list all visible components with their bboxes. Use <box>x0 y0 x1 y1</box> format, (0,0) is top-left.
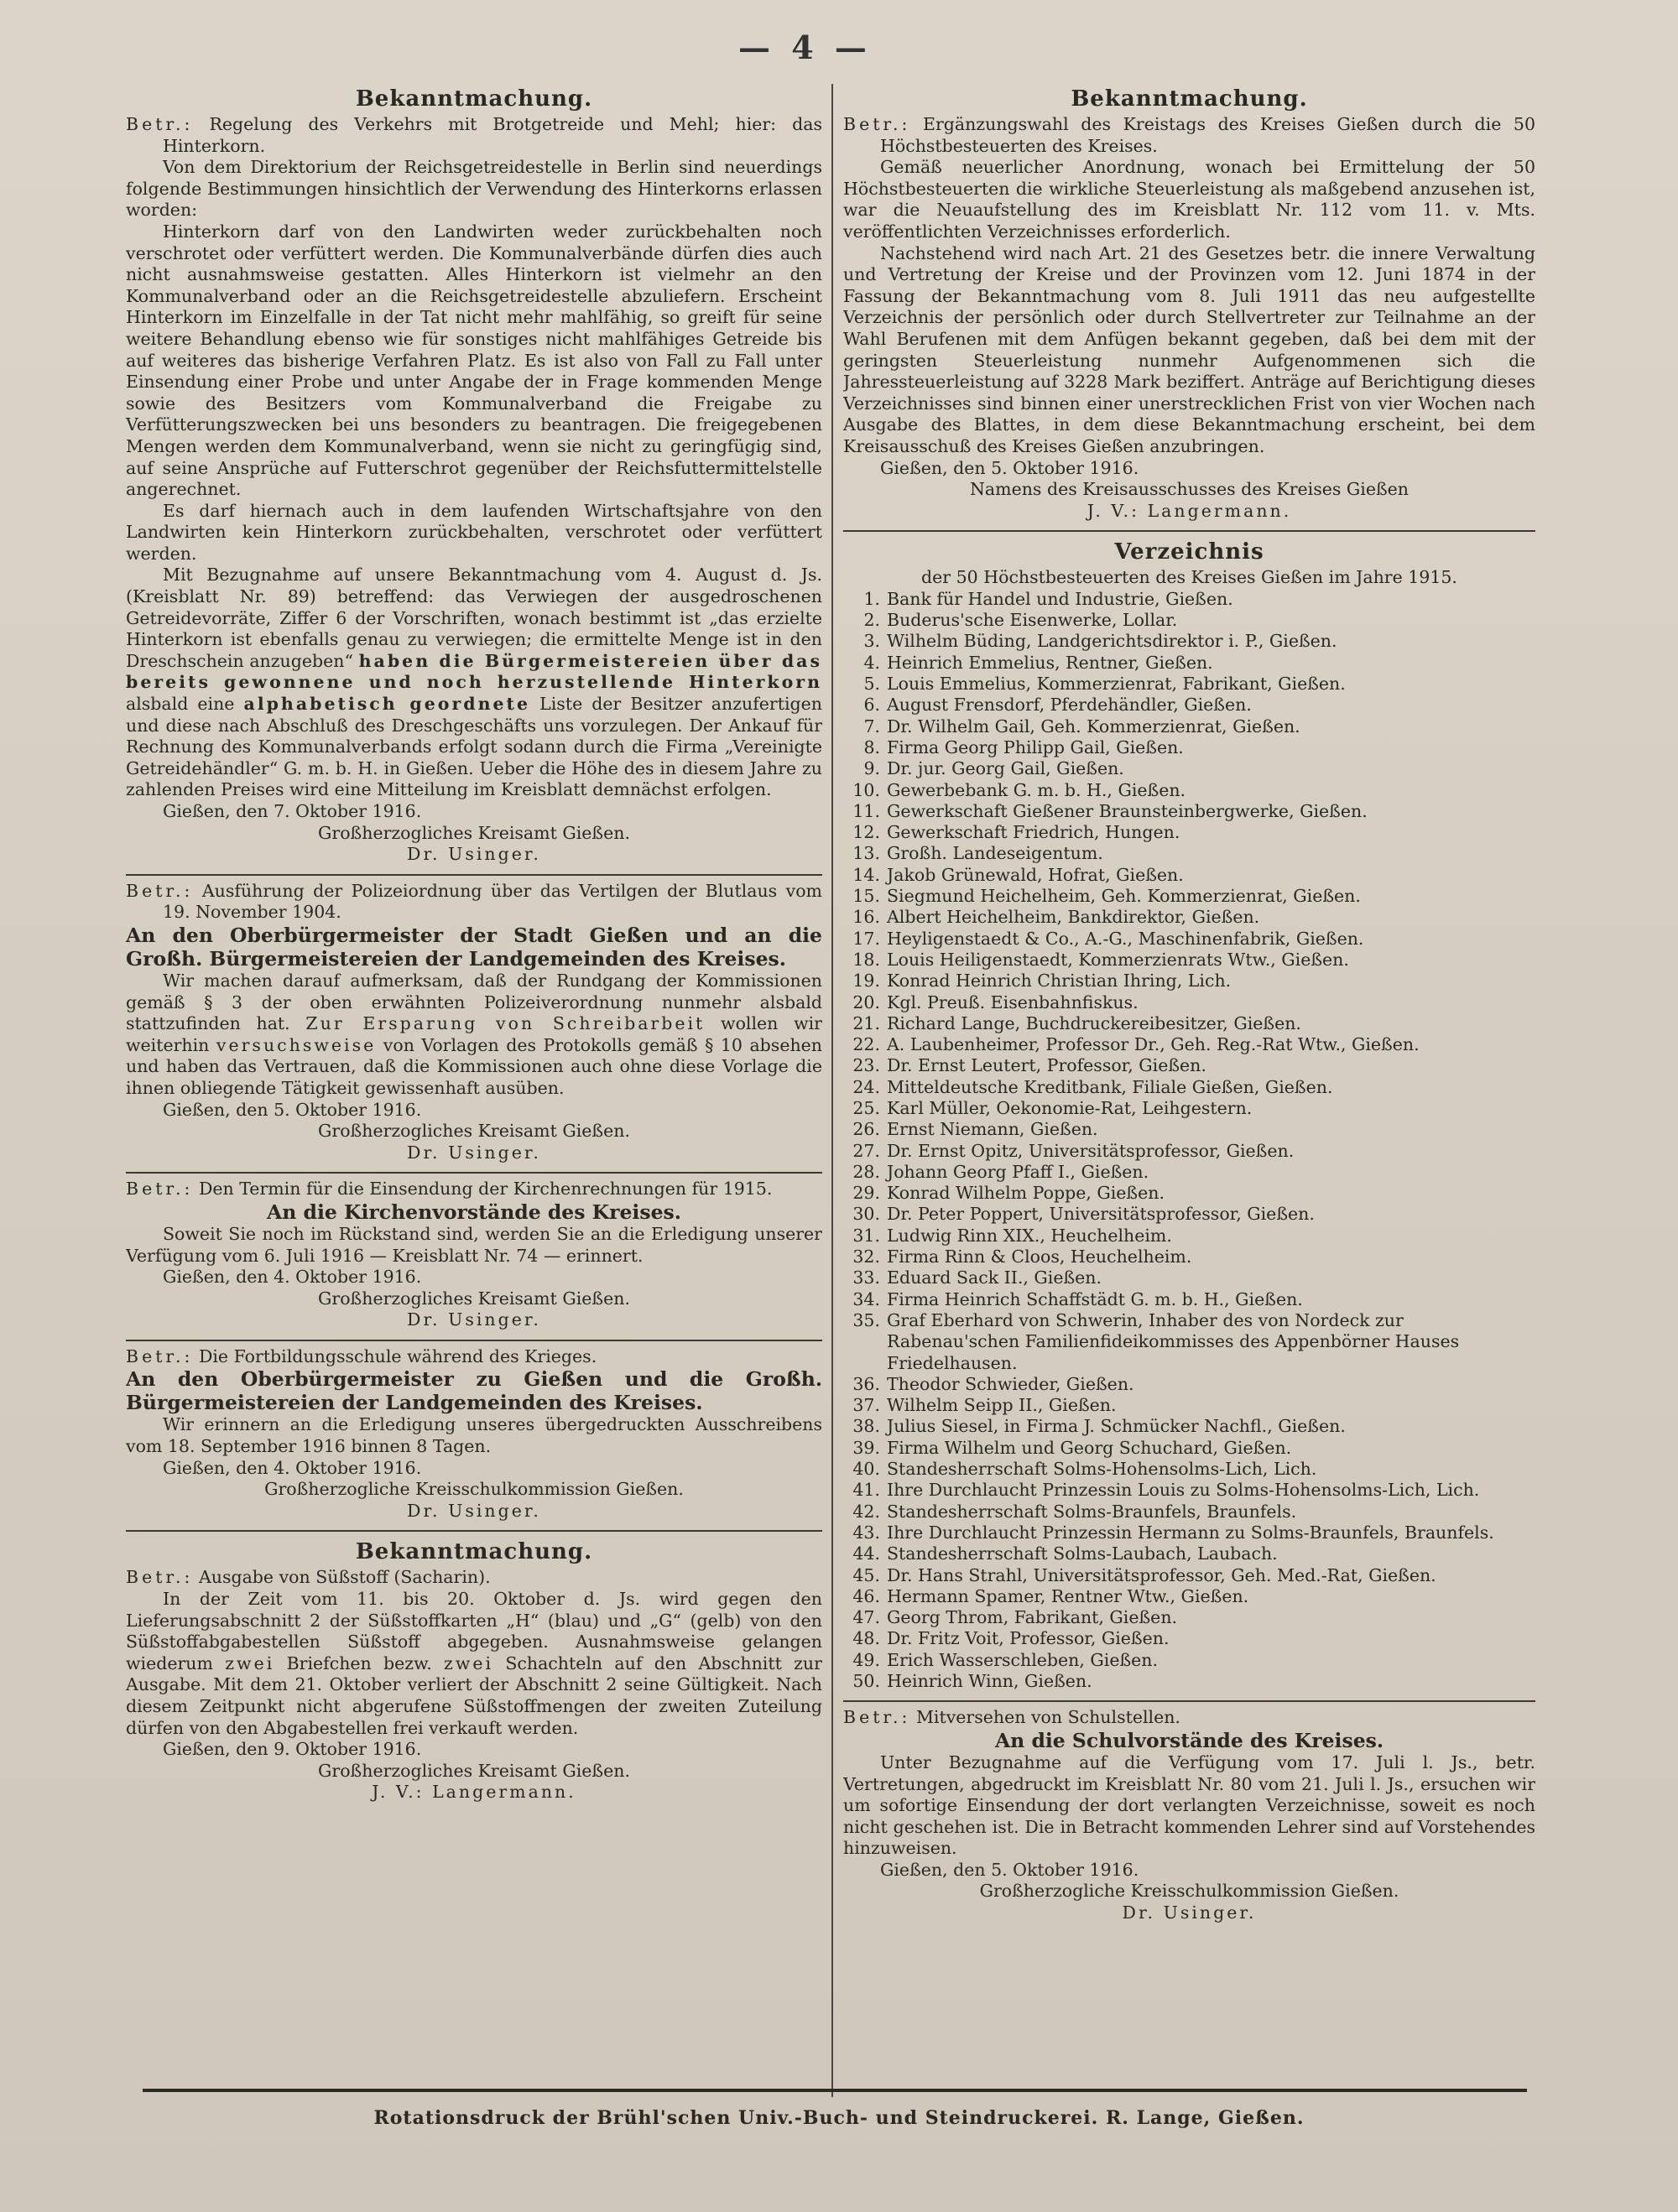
list-item-text: Dr. Hans Strahl, Universitätsprofessor, Geh. Med.-Rat, Gießen. <box>887 1564 1436 1585</box>
list-item-number: 41. <box>852 1480 880 1501</box>
list-item-text: August Frensdorf, Pferdehändler, Gießen. <box>887 695 1252 716</box>
notice-schulstellen <box>843 1707 1535 1923</box>
text-run: In der Zeit vom 11. bis 20. Oktober d. Js. wird gegen den Lieferungsabschnitt 2 der Süßstoffkarten „H“ (blau) und „G“ (gelb) von den Süßstoffabgabestellen Süßstoff abgegeben. Ausnahmsweise gelangen wiederum <box>126 1589 822 1673</box>
place-date: Gießen, den 4. Oktober 1916. <box>163 1267 422 1288</box>
list-item-number: 23. <box>852 1055 880 1076</box>
text-run: Wir machen darauf aufmerksam, daß der Rundgang der Kommissionen gemäß § 3 der oben erwähnten Polizeiverordnung nunmehr alsbald stattzufinden hat. <box>126 970 822 1034</box>
list-item-number: 19. <box>852 971 880 991</box>
list-item-number: 4. <box>863 652 880 673</box>
signature: Dr. Usinger. <box>407 844 541 865</box>
text-run: Liste der Besitzer anzufertigen und diese nach Abschluß des Dreschgeschäfts uns vorzulegen. Der Ankauf für Rechnung des Kommunalverbands erfolgt sodann durch die Firma „Vereinigte Getreidehändler“ G. m. b. H. in Gießen. Ueber die Höhe des in diesem Jahre zu zahlenden Preises wird eine Mitteilung im Kreisblatt demnächst erfolgen. <box>126 694 822 800</box>
authority: Großherzogliche Kreisschulkommission Gießen. <box>264 1479 684 1500</box>
list-item-text: Georg Throm, Fabrikant, Gießen. <box>887 1607 1178 1628</box>
list-item <box>843 610 1535 631</box>
text-run: Briefchen bezw. <box>286 1652 432 1673</box>
list-item-number: 11. <box>852 800 880 821</box>
list-item <box>843 1055 1535 1076</box>
list-item-text: Konrad Heinrich Christian Ihring, Lich. <box>887 971 1232 991</box>
list-item-text: Julius Siesel, in Firma J. Schmücker Nachfl., Gießen. <box>887 1416 1346 1437</box>
list-item-text: Konrad Wilhelm Poppe, Gießen. <box>887 1183 1165 1204</box>
betr-text: Regelung des Verkehrs mit Brotgetreide und Mehl; hier: das Hinterkorn. <box>163 114 822 156</box>
notice-blutlaus <box>126 881 822 1164</box>
list-item-number: 21. <box>852 1012 880 1033</box>
list-item-number: 15. <box>852 886 880 907</box>
right-column <box>843 84 1535 2097</box>
list-item-text: Dr. jur. Georg Gail, Gießen. <box>887 758 1124 779</box>
notice-fortbildungsschule <box>126 1346 822 1522</box>
list-item <box>843 1628 1535 1649</box>
paragraph: Unter Bezugnahme auf die Verfügung vom 17. Juli l. Js., betr. Vertretungen, abgedruckt im Kreisblatt Nr. 80 vom 21. Juli l. Js., ersuchen wir um sofortige Einsendung der dort verlangten Verzeichnisse, soweit es noch nicht geschehen ist. Die in Betracht kommenden Lehrer sind auf Vorstehendes hinzuweisen. <box>843 1751 1535 1859</box>
list-item-number: 6. <box>863 695 880 716</box>
list-item <box>843 1183 1535 1204</box>
betr-text: Mitversehen von Schulstellen. <box>915 1707 1180 1728</box>
list-item <box>843 1141 1535 1162</box>
list-item <box>843 1247 1535 1267</box>
page-number: — 4 — <box>738 29 872 66</box>
list-item-number: 12. <box>852 822 880 843</box>
list-item-text: Standesherrschaft Solms-Laubach, Laubach. <box>887 1543 1278 1564</box>
list-item-text: Ludwig Rinn XIX., Heuchelheim. <box>887 1225 1172 1246</box>
list-item-number: 18. <box>852 949 880 970</box>
list-item <box>843 1607 1535 1628</box>
notice-subject <box>126 114 822 157</box>
list-item <box>843 971 1535 991</box>
list-item-number: 28. <box>852 1161 880 1182</box>
addressee: An die Schulvorstände des Kreises. <box>994 1728 1384 1752</box>
authority: Großherzogliches Kreisamt Gießen. <box>318 1760 630 1781</box>
authority: Großherzogliches Kreisamt Gießen. <box>318 1121 630 1142</box>
place-date: Gießen, den 9. Oktober 1916. <box>163 1739 422 1760</box>
list-item-text: Louis Heiligenstaedt, Kommerzienrats Wtw., Gießen. <box>887 949 1349 970</box>
list-item-number: 34. <box>852 1288 880 1309</box>
emphasis: versuchsweise <box>216 1034 377 1055</box>
list-item <box>843 653 1535 674</box>
betr-text: Ergänzungswahl des Kreistags des Kreises Gießen durch die 50 Höchstbesteuerten des Kreises. <box>880 114 1535 156</box>
list-item-text: Mitteldeutsche Kreditbank, Filiale Gießen, Gießen. <box>887 1076 1333 1097</box>
paragraph <box>126 971 822 1100</box>
list-item-text: Jakob Grünewald, Hofrat, Gießen. <box>887 864 1184 885</box>
list-item-text: Gewerkschaft Gießener Braunsteinbergwerke, Gießen. <box>887 800 1368 821</box>
authority: Großherzogliche Kreisschulkommission Gießen. <box>979 1881 1399 1902</box>
paragraph: Von dem Direktorium der Reichsgetreidestelle in Berlin sind neuerdings folgende Bestimmungen hinsichtlich der Verwendung des Hinterkorns erlassen worden: <box>126 157 822 221</box>
paragraph <box>126 1589 822 1739</box>
left-column <box>126 84 822 2097</box>
list-item-text: Heyligenstaedt & Co., A.-G., Maschinenfabrik, Gießen. <box>887 928 1364 949</box>
list-item-number: 24. <box>852 1076 880 1097</box>
authority: Großherzogliches Kreisamt Gießen. <box>318 822 630 843</box>
list-item-number: 48. <box>852 1628 880 1649</box>
list-item-text: Dr. Fritz Voit, Professor, Gießen. <box>887 1628 1170 1649</box>
addressee: An die Kirchenvorstände des Kreises. <box>267 1200 681 1224</box>
place-date: Gießen, den 4. Oktober 1916. <box>163 1457 422 1478</box>
list-item <box>843 1650 1535 1671</box>
list-item-text: Hermann Spamer, Rentner Wtw., Gießen. <box>887 1585 1249 1606</box>
addressee: An den Oberbürgermeister der Stadt Gießen und an die Großh. Bürgermeistereien der Landgemeinden des Kreises. <box>126 923 822 971</box>
list-item <box>843 843 1535 864</box>
notice-subject <box>126 1346 822 1368</box>
emphasis: alphabetisch geordnete <box>243 694 531 715</box>
emphasis: zwei <box>225 1652 275 1673</box>
notice-subject <box>126 1179 822 1200</box>
list-item-number: 45. <box>852 1564 880 1585</box>
notice-title: Bekanntmachung. <box>1071 86 1308 112</box>
list-item <box>843 737 1535 758</box>
list-item-text: Theodor Schwieder, Gießen. <box>887 1373 1134 1394</box>
list-item-number: 38. <box>852 1416 880 1437</box>
betr-label: Betr.: <box>843 114 911 134</box>
taxpayer-list <box>843 537 1535 1692</box>
list-item-text: Standesherrschaft Solms-Braunfels, Braunfels. <box>887 1501 1297 1522</box>
signature: Dr. Usinger. <box>407 1500 541 1521</box>
list-title: Verzeichnis <box>1114 539 1264 565</box>
list-item-number: 39. <box>852 1437 880 1458</box>
betr-label: Betr.: <box>843 1707 911 1728</box>
betr-text: Ausgabe von Süßstoff (Sacharin). <box>198 1567 491 1588</box>
list-item-number: 29. <box>852 1183 880 1204</box>
list-item <box>843 716 1535 737</box>
text-run: wollen wir weiterhin <box>126 1013 822 1055</box>
list-item-number: 22. <box>852 1034 880 1055</box>
betr-label: Betr.: <box>126 1179 194 1200</box>
text-run: alsbald eine <box>126 694 235 715</box>
list-item-number: 17. <box>852 928 880 949</box>
list-item-number: 49. <box>852 1649 880 1670</box>
list-item-text: Johann Georg Pfaff I., Gießen. <box>887 1161 1149 1182</box>
signature: Dr. Usinger. <box>407 1309 541 1330</box>
list-item-text: Dr. Peter Poppert, Universitätsprofessor, Gießen. <box>887 1204 1315 1225</box>
list-item-number: 7. <box>863 716 880 736</box>
list-item-text: Bank für Handel und Industrie, Gießen. <box>887 588 1233 609</box>
list-item-number: 47. <box>852 1607 880 1628</box>
list-item <box>843 1671 1535 1692</box>
bottom-rule <box>143 2089 1527 2092</box>
list-item-text: Firma Wilhelm und Georg Schuchard, Gießen. <box>887 1437 1292 1458</box>
list-item <box>843 1267 1535 1288</box>
list-item <box>843 1374 1535 1395</box>
separator <box>126 874 822 876</box>
list-item-text: Erich Wasserschleben, Gießen. <box>887 1649 1158 1670</box>
notice-subject <box>126 881 822 924</box>
signature: Dr. Usinger. <box>407 1142 541 1163</box>
place-date: Gießen, den 5. Oktober 1916. <box>880 1859 1139 1880</box>
list-item-number: 31. <box>852 1225 880 1246</box>
paragraph: Gemäß neuerlicher Anordnung, wonach bei Ermittelung der 50 Höchstbesteuerten die wirkliche Steuerleistung als maßgebend anzusehen ist, war die Neuaufstellung des im Kreisblatt Nr. 112 vom 11. v. Mts. veröffentlichten Verzeichnisses erforderlich. <box>843 157 1535 242</box>
list-item <box>843 907 1535 928</box>
list-item <box>843 1522 1535 1543</box>
list-item <box>843 801 1535 822</box>
list-item-text: Eduard Sack II., Gießen. <box>887 1267 1102 1288</box>
list-item-text: Kgl. Preuß. Eisenbahnfiskus. <box>887 991 1139 1012</box>
notice-kirchenrechnungen <box>126 1179 822 1331</box>
list-item-text: Ihre Durchlaucht Prinzessin Hermann zu Solms-Braunfels, Braunfels. <box>887 1522 1494 1543</box>
betr-label: Betr.: <box>126 1345 194 1366</box>
list-item <box>843 992 1535 1013</box>
list-item-number: 42. <box>852 1501 880 1522</box>
list-item <box>843 674 1535 695</box>
notice-subject <box>843 114 1535 157</box>
list-item <box>843 1395 1535 1416</box>
list-item-number: 46. <box>852 1585 880 1606</box>
list-item-number: 13. <box>852 843 880 864</box>
notice-hinterkorn <box>126 84 822 866</box>
list-item-number: 33. <box>852 1267 880 1288</box>
printer-imprint: Rotationsdruck der Brühl'schen Univ.-Buch- und Steindruckerei. R. Lange, Gießen. <box>373 2107 1305 2129</box>
notice-subject <box>126 1567 822 1589</box>
signature: Dr. Usinger. <box>1122 1902 1257 1923</box>
list-item-text: Ihre Durchlaucht Prinzessin Louis zu Solms-Hohensolms-Lich, Lich. <box>887 1480 1480 1501</box>
list-item-number: 50. <box>852 1671 880 1692</box>
list-item <box>843 631 1535 652</box>
list-item <box>843 758 1535 779</box>
notice-subject <box>843 1707 1535 1729</box>
list-item-text: Firma Heinrich Schaffstädt G. m. b. H., Gießen. <box>887 1288 1303 1309</box>
list-item-text: Buderus'sche Eisenwerke, Lollar. <box>887 610 1178 631</box>
paragraph: Es darf hiernach auch in dem laufenden Wirtschaftsjahre von den Landwirten kein Hinterkorn zurückbehalten, verschrotet oder verfüttert werden. <box>126 500 822 564</box>
place-date: Gießen, den 7. Oktober 1916. <box>163 801 422 821</box>
notice-suessstoff <box>126 1537 822 1803</box>
list-item-text: Gewerbebank G. m. b. H., Gießen. <box>887 779 1186 800</box>
list-item-number: 3. <box>863 631 880 652</box>
list-item-text: Graf Eberhard von Schwerin, Inhaber des von Nordeck zur Rabenau'schen Familienfideikommisses des Appenbörner Hauses Friedelhausen. <box>887 1309 1460 1373</box>
list-item <box>843 1310 1535 1374</box>
betr-label: Betr.: <box>126 1567 194 1588</box>
notice-kreistagswahl <box>843 84 1535 522</box>
list-item-number: 40. <box>852 1459 880 1480</box>
betr-text: Die Fortbildungsschule während des Krieges. <box>198 1345 597 1366</box>
list-item-text: Siegmund Heichelheim, Geh. Kommerzienrat, Gießen. <box>887 886 1361 907</box>
text-run: Mit Bezugnahme auf unsere Bekanntmachung vom 4. August d. Js. (Kreisblatt Nr. 89) betreffend: das Verwiegen der ausgedroschenen Getreidevorräte, Ziffer 6 der Vorschriften, wonach bestimmt ist „das erzielte Hinterkorn ist ebenfalls genau zu verwiegen; die ermittelte Menge ist in den Dreschschein anzugeben“ <box>126 565 822 671</box>
list-item-number: 25. <box>852 1098 880 1118</box>
list-item <box>843 1098 1535 1119</box>
list-item-number: 8. <box>863 736 880 757</box>
paragraph: Nachstehend wird nach Art. 21 des Gesetzes betr. die innere Verwaltung und Vertretung der Kreise und der Provinzen vom 12. Juni 1874 in der Fassung der Bekanntmachung vom 8. Juli 1911 das neu aufgestellte Verzeichnis der persönlich oder durch Stellvertreter zur Teilnahme an der Wahl Berufenen mit dem Anfügen bekannt gegeben, daß bei dem mit der geringsten Steuerleistung nunmehr Aufgenommenen sich die Jahressteuerleistung auf 3228 Mark beziffert. Anträge auf Berichtigung dieses Verzeichnisses sind binnen einer unerstrecklichen Frist von vier Wochen nach Ausgabe des Blattes, in dem diese Bekanntmachung erscheint, bei dem Kreisausschuß des Kreises Gießen anzubringen. <box>843 242 1535 456</box>
list-item-text: Karl Müller, Oekonomie-Rat, Leihgestern. <box>887 1098 1253 1118</box>
list-item <box>843 1502 1535 1522</box>
paragraph: Hinterkorn darf von den Landwirten weder zurückbehalten noch verschrotet oder verfüttert werden. Die Kommunalverbände dürfen dies auch nicht ausnahmsweise gestatten. Alles Hinterkorn ist vielmehr an den Kommunalverband oder an die Reichsgetreidestelle abzuliefern. Erscheint Hinterkorn im Einzelfalle in der Tat nicht mehr mahlfähig, so greift für seine weitere Behandlung ebenso wie für sonstiges nicht mahlfähiges Getreide bis auf weiteres das bisherige Verfahren Platz. Es ist also von Fall zu Fall unter Einsendung einer Probe und unter Angabe der in Frage kommenden Menge sowie des Besitzers vom Kommunalverband die Freigabe zu Verfütterungszwecken bei uns besonders zu beantragen. Die freigegebenen Mengen werden dem Kommunalverband, wenn sie nicht zu geringfügig sind, auf seine Ansprüche auf Futterschrot gegenüber der Reichsfuttermittelstelle angerechnet. <box>126 221 822 500</box>
list-item-number: 2. <box>863 610 880 631</box>
list-item-number: 16. <box>852 907 880 928</box>
list-item <box>843 1162 1535 1183</box>
betr-label: Betr.: <box>126 880 194 901</box>
list-item <box>843 780 1535 801</box>
list-item <box>843 822 1535 843</box>
list-item <box>843 1543 1535 1564</box>
list-item-number: 32. <box>852 1247 880 1267</box>
list-item <box>843 1013 1535 1034</box>
notice-title: Bekanntmachung. <box>355 1539 593 1565</box>
list-item-number: 30. <box>852 1204 880 1225</box>
betr-text: Ausführung der Polizeiordnung über das Vertilgen der Blutlaus vom 19. November 1904. <box>163 880 822 923</box>
list-item <box>843 1459 1535 1480</box>
place-date: Gießen, den 5. Oktober 1916. <box>163 1099 422 1120</box>
list-item-number: 9. <box>863 758 880 779</box>
list-item <box>843 886 1535 907</box>
list-item <box>843 1480 1535 1501</box>
betr-label: Betr.: <box>126 114 194 134</box>
list-item-number: 1. <box>863 588 880 609</box>
list-item-text: Richard Lange, Buchdruckereibesitzer, Gießen. <box>887 1012 1301 1033</box>
place-date: Gießen, den 5. Oktober 1916. <box>880 457 1139 478</box>
list-item <box>843 1565 1535 1586</box>
list-item-text: Heinrich Winn, Gießen. <box>887 1671 1092 1692</box>
list-item-text: Dr. Ernst Leutert, Professor, Gießen. <box>887 1055 1206 1076</box>
emphasis: zwei <box>444 1652 494 1673</box>
list-item-number: 5. <box>863 674 880 695</box>
list-item-text: Louis Emmelius, Kommerzienrat, Fabrikant, Gießen. <box>887 674 1346 695</box>
list-item-number: 43. <box>852 1522 880 1543</box>
list-item-text: Dr. Ernst Opitz, Universitätsprofessor, Gießen. <box>887 1140 1295 1161</box>
list-item <box>843 1204 1535 1225</box>
separator <box>126 1340 822 1341</box>
list-item <box>843 1438 1535 1459</box>
list-item <box>843 1119 1535 1140</box>
emphasis: haben die Bürgermeistereien über das bereits gewonnene und noch herzustellende Hinterkorn <box>126 650 822 693</box>
paragraph <box>126 565 822 801</box>
text-run: Schachteln auf den Abschnitt zur Ausgabe. Mit dem 21. Oktober verliert der Abschnitt 2 seine Gültigkeit. Nach diesem Zeitpunkt nicht abgerufene Süßstoffmengen der zweiten Zuteilung dürfen von den Abgabestellen frei verkauft werden. <box>126 1652 822 1738</box>
authority: Großherzogliches Kreisamt Gießen. <box>318 1288 630 1309</box>
list-item-text: Dr. Wilhelm Gail, Geh. Kommerzienrat, Gießen. <box>887 716 1300 736</box>
list-item <box>843 1416 1535 1437</box>
emphasis: Zur Ersparung von Schreibarbeit <box>305 1013 706 1034</box>
list-item-number: 20. <box>852 991 880 1012</box>
list-item <box>843 929 1535 950</box>
list-item <box>843 1586 1535 1607</box>
paragraph: Soweit Sie noch im Rückstand sind, werden Sie an die Erledigung unserer Verfügung vom 6. Juli 1916 — Kreisblatt Nr. 74 — erinnert. <box>126 1223 822 1266</box>
list-item-number: 14. <box>852 864 880 885</box>
separator <box>843 530 1535 532</box>
list-item-text: Wilhelm Seipp II., Gießen. <box>887 1395 1117 1416</box>
signature: J. V.: Langermann. <box>372 1782 576 1803</box>
list-item-text: Ernst Niemann, Gießen. <box>887 1119 1098 1140</box>
list-item <box>843 1226 1535 1247</box>
notice-title: Bekanntmachung. <box>355 86 593 112</box>
list-item <box>843 695 1535 716</box>
list-item-text: Albert Heichelheim, Bankdirektor, Gießen. <box>887 907 1260 928</box>
separator <box>843 1700 1535 1702</box>
list-item-number: 35. <box>852 1309 880 1330</box>
list-item-number: 37. <box>852 1395 880 1416</box>
list-item-text: Großh. Landeseigentum. <box>887 843 1103 864</box>
list-item <box>843 1034 1535 1055</box>
list-item-number: 44. <box>852 1543 880 1564</box>
authority: Namens des Kreisausschusses des Kreises Gießen <box>969 479 1410 500</box>
list-item <box>843 589 1535 610</box>
list-item-text: Gewerkschaft Friedrich, Hungen. <box>887 822 1180 843</box>
addressee: An den Oberbürgermeister zu Gießen und die Großh. Bürgermeistereien der Landgemeinden des Kreises. <box>126 1367 822 1415</box>
list-subtitle: der 50 Höchstbesteuerten des Kreises Gießen im Jahre 1915. <box>921 567 1457 588</box>
signature: J. V.: Langermann. <box>1087 500 1292 521</box>
list-item-text: Firma Georg Philipp Gail, Gießen. <box>887 736 1184 757</box>
list-item-number: 27. <box>852 1140 880 1161</box>
column-divider <box>831 84 833 2097</box>
list-item <box>843 1077 1535 1098</box>
separator <box>126 1172 822 1174</box>
list-item-number: 26. <box>852 1119 880 1140</box>
list-item-number: 36. <box>852 1373 880 1394</box>
list-item-number: 10. <box>852 779 880 800</box>
list-item <box>843 865 1535 886</box>
separator <box>126 1530 822 1532</box>
betr-text: Den Termin für die Einsendung der Kirchenrechnungen für 1915. <box>198 1179 773 1200</box>
paragraph: Wir erinnern an die Erledigung unseres übergedruckten Ausschreibens vom 18. September 1916 binnen 8 Tagen. <box>126 1414 822 1457</box>
list-item-text: Wilhelm Büding, Landgerichtsdirektor i. P., Gießen. <box>887 631 1337 652</box>
list-item-text: Standesherrschaft Solms-Hohensolms-Lich, Lich. <box>887 1459 1317 1480</box>
list-item-text: Heinrich Emmelius, Rentner, Gießen. <box>887 652 1213 673</box>
list-item-text: A. Laubenheimer, Professor Dr., Geh. Reg.-Rat Wtw., Gießen. <box>887 1034 1420 1055</box>
text-run: von Vorlagen des Protokolls gemäß § 10 absehen und haben das Vertrauen, daß die Kommissionen auch ohne diese Vorlage die ihnen obliegende Tätigkeit gewissenhaft ausüben. <box>126 1034 822 1098</box>
list-item <box>843 950 1535 971</box>
list-item <box>843 1289 1535 1310</box>
taxpayer-entries <box>843 589 1535 1692</box>
list-item-text: Firma Rinn & Cloos, Heuchelheim. <box>887 1247 1192 1267</box>
